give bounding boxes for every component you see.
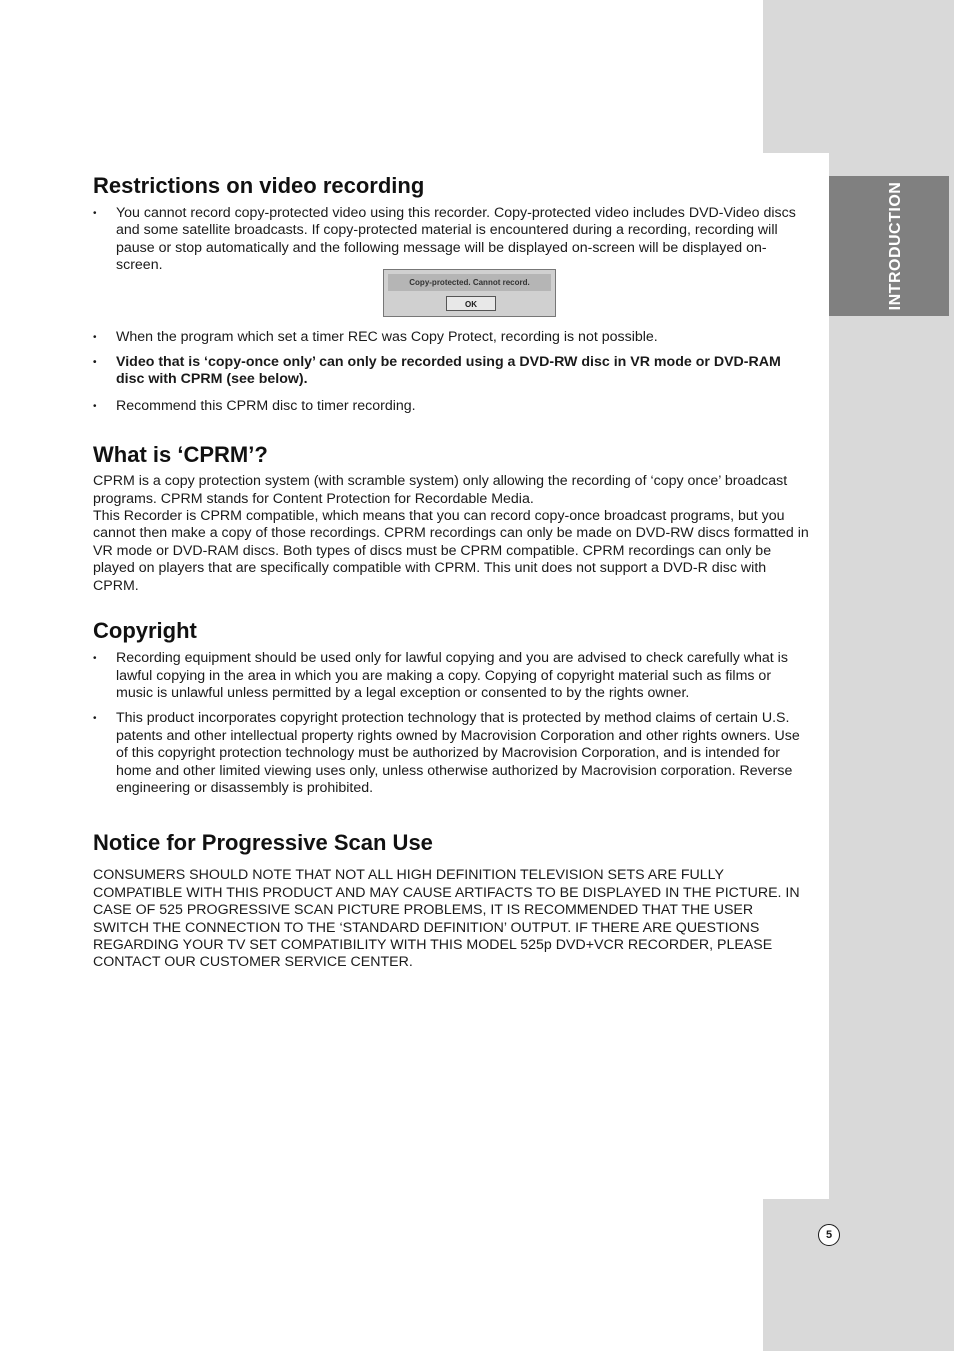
cprm-paragraph: This Recorder is CPRM compatible, which means that you can record copy-once broadcast programs, but you cannot then make a copy of those recordings. CPRM recordings can only be made on DVD-RW discs formatted in VR mode or DVD-RAM discs. Both types of discs must be CPRM compatible. CPRM recordings can only be played on players that are specifically compatible with CPRM. This unit does not support a DVD-R disc with CPRM. [93,508,809,594]
copyright-section [93,617,809,797]
list-item [93,398,809,415]
restrictions-section [93,172,809,415]
progressive-heading: Notice for Progressive Scan Use [93,830,433,856]
list-item-text: You cannot record copy-protected video using this recorder. Copy-protected video includes DVD-Video discs and some satellite broadcasts. If copy-protected material is encountered during a recording, recording will pause or stop automatically and the following message will be displayed on-screen will be displayed on-screen. [116,205,796,274]
section-tab-label: INTRODUCTION [887,181,904,311]
cprm-heading: What is ‘CPRM’? [93,442,268,468]
margin-band-top [763,0,954,153]
bullet: • [93,400,97,412]
list-item [93,710,809,797]
cprm-paragraph: CPRM is a copy protection system (with scramble system) only allowing the recording of ‘copy once’ broadcast programs. CPRM stands for Content Protection for Recordable Media. [93,473,788,507]
list-item-text: Recording equipment should be used only for lawful copying and you are advised to check carefully what is lawful copying in the area in which you are making a copy. Copying of copyright material such as films or music is unlawful unless permitted by a legal exception or consented to by the rights owner. [116,650,788,701]
copyright-list [93,650,809,797]
margin-band-bottom [763,1199,954,1351]
restrictions-heading: Restrictions on video recording [93,173,425,198]
list-item [93,329,809,346]
list-item [93,205,809,275]
restrictions-list-continued [93,329,809,416]
list-item [93,354,809,389]
dialog-ok-button: OK [446,296,496,311]
progressive-section [93,829,809,971]
list-item-text: This product incorporates copyright protection technology that is protected by method claims of certain U.S. patents and other intellectual property rights owned by Macrovision Corporation and other rights owners. Use of this copyright protection technology must be authorized by Macrovision Corporation, and is intended for home and other limited viewing uses only, unless otherwise authorized by Macrovision corporation. Reverse engineering or disassembly is prohibited. [116,710,800,796]
list-item-text: When the program which set a timer REC was Copy Protect, recording is not possible. [116,328,658,345]
page-number: 5 [818,1224,840,1246]
list-item [93,650,809,702]
copyright-heading: Copyright [93,618,197,644]
dialog-message: Copy-protected. Cannot record. [388,274,551,291]
bullet: • [93,357,97,369]
list-item-text: Video that is ‘copy-once only’ can only be recorded using a DVD-RW disc in VR mode or DVD-RAM disc with CPRM (see below). [116,354,781,388]
bullet: • [93,331,97,343]
progressive-paragraph: CONSUMERS SHOULD NOTE THAT NOT ALL HIGH DEFINITION TELEVISION SETS ARE FULLY COMPATIBLE WITH THIS PRODUCT AND MAY CAUSE ARTIFACTS TO BE DISPLAYED IN THE PICTURE. IN CASE OF 525 PROGRESSIVE SCAN PICTURE PROBLEMS, IT IS RECOMMENDED THAT THE USER SWITCH THE CONNECTION TO THE ‘STANDARD DEFINITION’ OUTPUT. IF THERE ARE QUESTIONS REGARDING YOUR TV SET COMPATIBILITY WITH THIS MODEL 525p DVD+VCR RECORDER, PLEASE CONTACT OUR CUSTOMER SERVICE CENTER. [93,867,800,971]
bullet: • [93,713,97,725]
copy-protect-dialog [383,269,556,317]
cprm-section [93,441,809,595]
restrictions-list [93,205,809,275]
bullet: • [93,653,97,665]
page-content [93,172,809,972]
bullet: • [93,208,97,219]
list-item-text: Recommend this CPRM disc to timer recording. [116,397,416,414]
